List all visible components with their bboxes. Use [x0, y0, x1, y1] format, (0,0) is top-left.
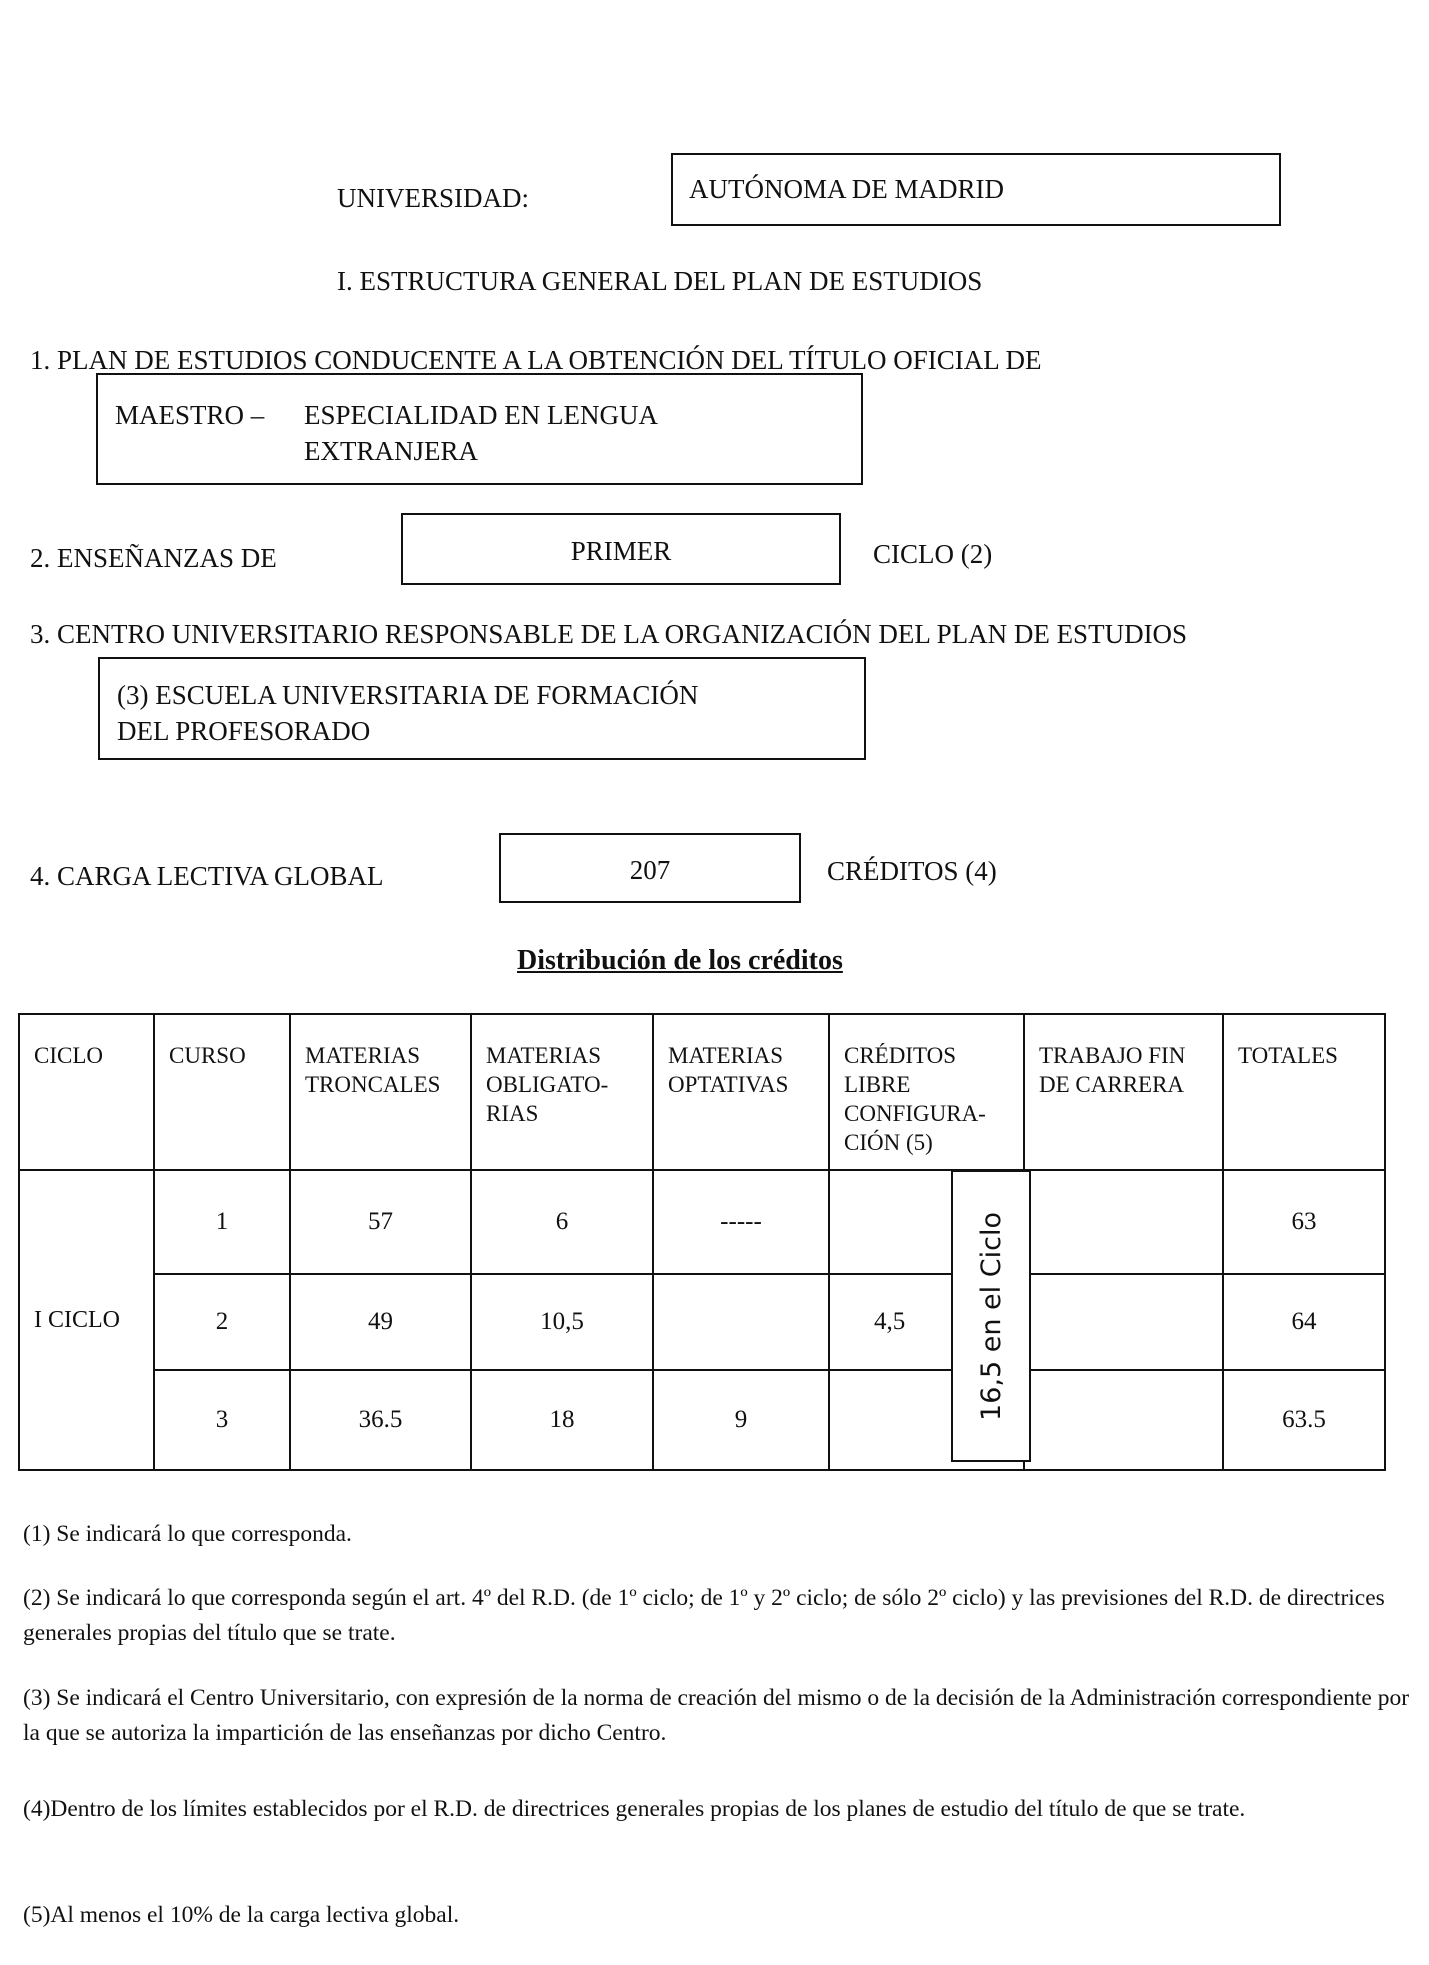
libre-configuracion-ciclo-text: 16,5 en el Ciclo	[975, 1211, 1007, 1421]
note-5: (5)Al menos el 10% de la carga lectiva global.	[23, 1902, 460, 1928]
centro-line1: (3) ESCUELA UNIVERSITARIA DE FORMACIÓN	[117, 680, 699, 710]
universidad-box	[671, 153, 1281, 226]
trabajo-cell	[1025, 1275, 1222, 1369]
header-obligatorias: MATERIAS OBLIGATO- RIAS	[471, 1014, 653, 1170]
carga-value: 207	[629, 855, 671, 885]
header-optativas: MATERIAS OPTATIVAS	[653, 1014, 829, 1170]
ciclo-cell: I CICLO	[19, 1170, 154, 1470]
header-totales: TOTALES	[1223, 1014, 1385, 1170]
note-1: (1) Se indicará lo que corresponda.	[23, 1521, 352, 1547]
header-curso: CURSO	[154, 1014, 290, 1170]
obligatorias-cell: 6	[555, 1208, 569, 1235]
note-3: (3) Se indicará el Centro Universitario, con expresión de la norma de creación del mismo o de la decisión de la Administración correspondiente por la que se autoriza la impartición de las enseñanzas por dicho Centro.	[23, 1685, 1410, 1746]
optativas-cell	[654, 1275, 828, 1369]
item3-label: 3. CENTRO UNIVERSITARIO RESPONSABLE DE LA ORGANIZACIÓN DEL PLAN DE ESTUDIOS	[30, 619, 1188, 649]
troncales-cell: 36.5	[358, 1406, 403, 1433]
curso-cell: 1	[215, 1208, 229, 1235]
item4-label: 4. CARGA LECTIVA GLOBAL	[30, 861, 384, 891]
curso-cell: 3	[215, 1406, 229, 1433]
distribution-title: Distribución de los créditos	[517, 945, 843, 976]
centro-box	[98, 657, 866, 760]
libre-configuracion-ciclo-box	[951, 1170, 1031, 1462]
troncales-cell: 49	[368, 1308, 393, 1335]
table-row	[19, 1274, 1385, 1370]
titulo-line2: EXTRANJERA	[304, 436, 478, 466]
totales-cell: 63	[1291, 1208, 1317, 1235]
header-trabajo: TRABAJO FIN DE CARRERA	[1024, 1014, 1223, 1170]
curso-cell: 2	[215, 1308, 229, 1335]
carga-box	[499, 833, 801, 903]
obligatorias-cell: 18	[549, 1406, 575, 1433]
header-troncales: MATERIAS TRONCALES	[290, 1014, 471, 1170]
item2-suffix: CICLO (2)	[873, 539, 993, 569]
obligatorias-cell: 10,5	[540, 1308, 584, 1335]
optativas-cell: 9	[734, 1406, 748, 1433]
troncales-cell: 57	[368, 1208, 393, 1235]
centro-line2: DEL PROFESORADO	[117, 716, 371, 746]
totales-cell: 64	[1291, 1308, 1317, 1335]
libre-cell: 4,5	[874, 1308, 906, 1335]
titulo-box	[96, 373, 863, 485]
section-title: I. ESTRUCTURA GENERAL DEL PLAN DE ESTUDIOS	[337, 266, 983, 296]
header-ciclo: CICLO	[19, 1014, 154, 1170]
item1-label: 1. PLAN DE ESTUDIOS CONDUCENTE A LA OBTENCIÓN DEL TÍTULO OFICIAL DE	[30, 345, 1042, 375]
universidad-label: UNIVERSIDAD:	[337, 183, 529, 213]
ensenanzas-box	[401, 513, 841, 585]
titulo-line1: ESPECIALIDAD EN LENGUA	[304, 400, 658, 430]
trabajo-cell	[1025, 1371, 1222, 1469]
titulo-prefix: MAESTRO –	[115, 400, 265, 430]
universidad-value: AUTÓNOMA DE MADRID	[689, 174, 1004, 204]
note-2: (2) Se indicará lo que corresponda según el art. 4º del R.D. (de 1º ciclo; de 1º y 2º ciclo; de sólo 2º ciclo) y las previsiones del R.D. de directrices generales propias del título que se trate.	[23, 1585, 1385, 1646]
ensenanzas-value: PRIMER	[570, 536, 672, 566]
totales-cell: 63.5	[1282, 1406, 1326, 1433]
item4-suffix: CRÉDITOS (4)	[827, 856, 997, 886]
table-row	[19, 1370, 1385, 1470]
table-header-row	[19, 1014, 1385, 1170]
item2-label: 2. ENSEÑANZAS DE	[30, 543, 277, 573]
table-row	[19, 1170, 1385, 1274]
optativas-cell: -----	[720, 1208, 762, 1235]
trabajo-cell	[1025, 1171, 1222, 1273]
note-4: (4)Dentro de los límites establecidos por el R.D. de directrices generales propias de los planes de estudio del título de que se trate.	[23, 1796, 1246, 1822]
header-libre: CRÉDITOS LIBRE CONFIGURA- CIÓN (5)	[829, 1014, 1024, 1170]
credits-table	[18, 1013, 1386, 1471]
